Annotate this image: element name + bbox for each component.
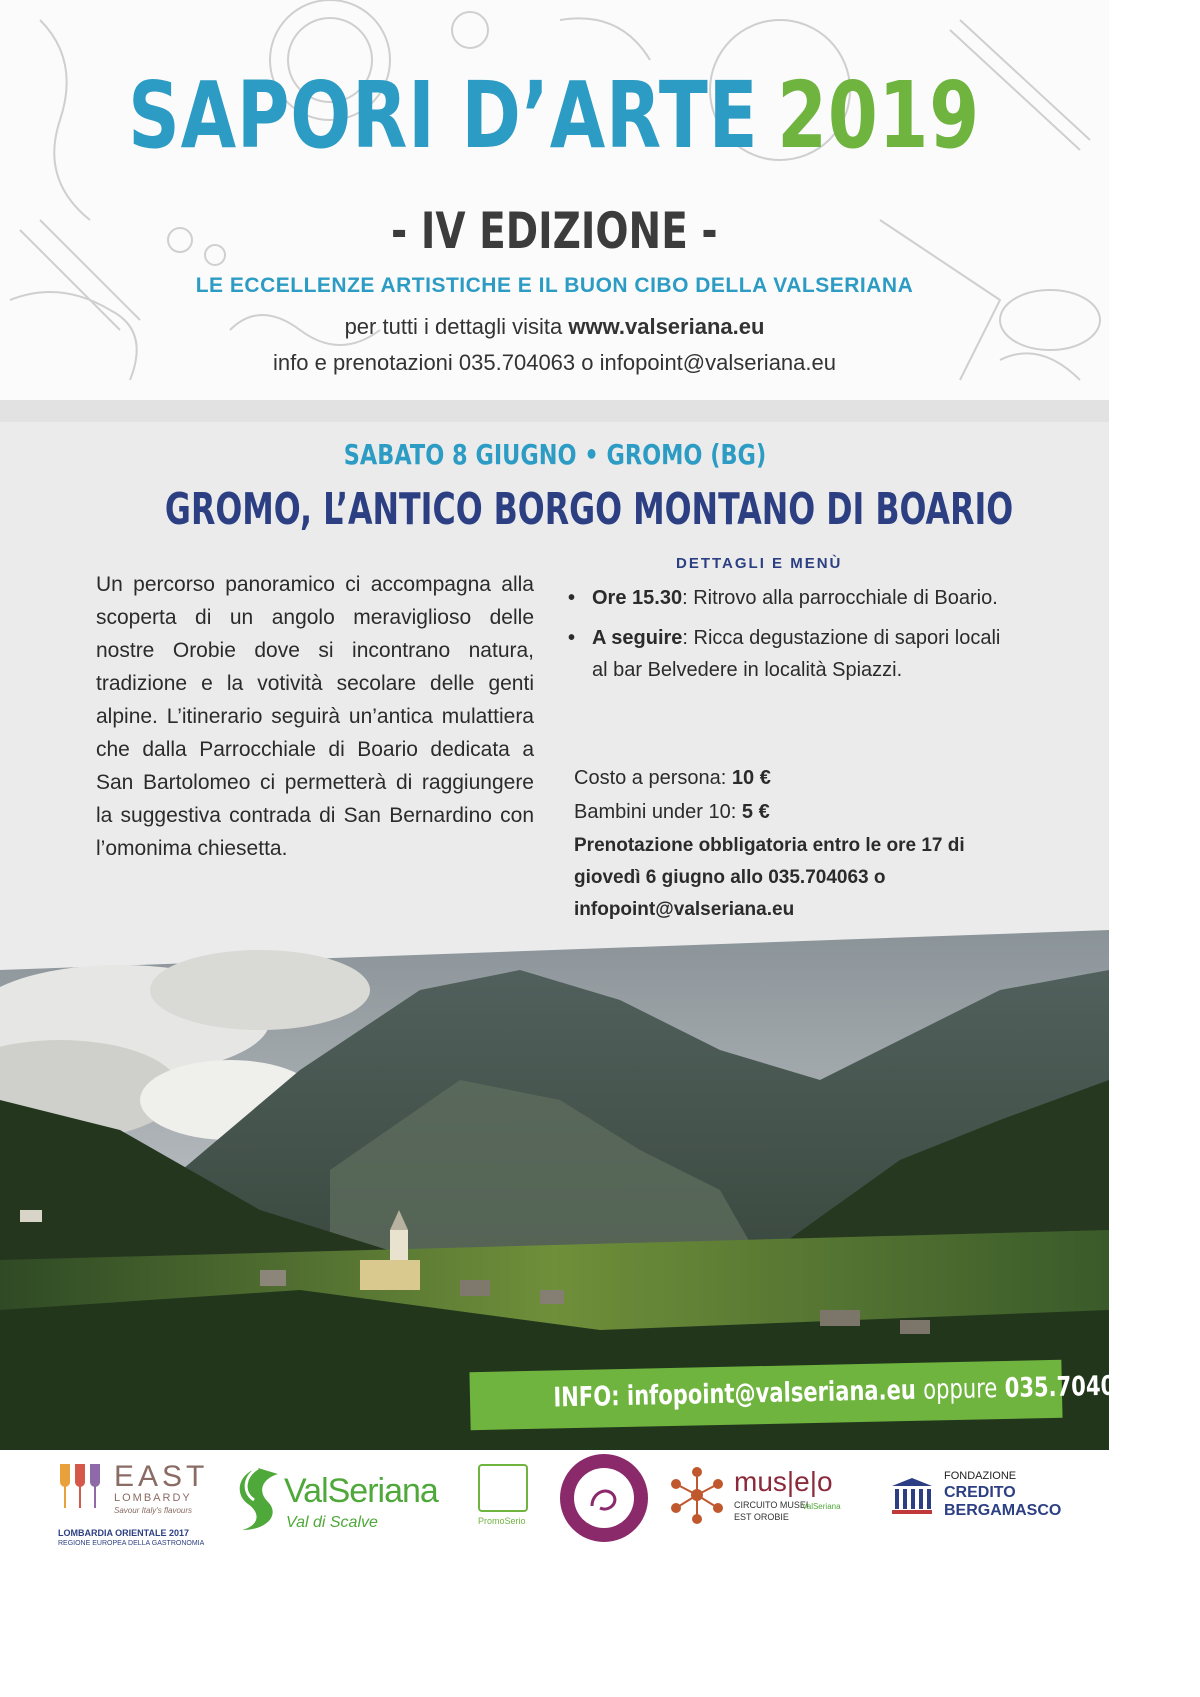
fondazione-credito-bergamasco-logo: FONDAZIONE CREDITO BERGAMASCO: [890, 1470, 1060, 1550]
sponsor-logos: [0, 1450, 1109, 1568]
title-text: SAPORI D’ARTE: [128, 62, 759, 169]
columns-icon: [890, 1476, 934, 1516]
sapori-seal-icon: [558, 1452, 650, 1544]
banner-phone: 035.704063: [1004, 1370, 1145, 1404]
glasses-icon: [56, 1462, 112, 1512]
east-lombardy-logo: EAST LOMBARDY Savour Italy's flavours LOMBARDIA ORIENTALE 2017 REGIONE EUROPEA DELLA GASTRONOMIA: [58, 1460, 209, 1547]
contact-line: info e prenotazioni 035.704063 o infopoint@valseriana.eu: [273, 350, 836, 375]
valseriana-logo: ValSeriana Val di Scalve: [228, 1464, 458, 1554]
food-doodles-illustration: [0, 0, 1109, 400]
info-banner-text: INFO: infopoint@valseriana.eu oppure 035.704063: [553, 1370, 1145, 1414]
promoserio-logo: PromoSerio: [478, 1464, 534, 1554]
list-item: [566, 582, 1006, 614]
sapori-seriani-logo: [558, 1452, 650, 1544]
event-title: GROMO, L’ANTICO BORGO MONTANO DI BOARIO: [164, 484, 1014, 535]
list-item: [566, 622, 1006, 686]
edition-label: - IV EDIZIONE -: [391, 202, 718, 260]
cost-adult: Costo a persona: 10 €: [574, 767, 771, 789]
title-year: 2019: [777, 62, 981, 169]
banner-email-link[interactable]: infopoint@valseriana.eu: [626, 1374, 917, 1412]
poster-title: [0, 62, 1109, 169]
museo-logo: mus|e|o CIRCUITO MUSEI EST OROBIE ValSeriana: [666, 1464, 856, 1554]
cost-kids: Bambini under 10: 5 €: [574, 801, 770, 823]
booking-note: Prenotazione obbligatoria entro le ore 17 di giovedì 6 giugno allo 035.704063 o infopoint@valseriana.eu: [574, 835, 965, 920]
panel-top-edge: [0, 400, 1109, 422]
bullet-icon: •: [568, 627, 576, 649]
item-text: : Ritrovo alla parrocchiale di Boario.: [682, 587, 998, 609]
event-description: Un percorso panoramico ci accompagna alla scoperta di un angolo meraviglioso delle nostre Orobie dove si incontrano natura, tradizione e la votività secolare delle genti alpine. L’itinerario seguirà un’antica mulattiera che dalla Parrocchiale di Boario dedicata a San Bartolomeo ci permetterà di raggiungere la suggestiva contrada di San Bernardino con l’omonima chiesetta.: [96, 573, 534, 860]
valseriana-swirl-icon: [228, 1464, 288, 1534]
bullet-icon: •: [568, 587, 576, 609]
item-label: A seguire: [592, 627, 683, 649]
details-list: [566, 582, 1006, 694]
promoserio-mark-icon: [478, 1464, 528, 1512]
header: [0, 0, 1109, 400]
details-line: per tutti i dettagli visita www.valseriana.eu: [344, 314, 765, 339]
details-heading: DETTAGLI E MENÙ: [676, 555, 843, 572]
museo-network-icon: [666, 1464, 728, 1526]
tagline: LE ECCELLENZE ARTISTICHE E IL BUON CIBO DELLA VALSERIANA: [195, 274, 914, 297]
item-text: : Ricca degustazione di sapori locali al bar Belvedere in località Spiazzi.: [592, 627, 1001, 681]
event-date-place: SABATO 8 GIUGNO • GROMO (BG): [343, 438, 766, 471]
website-link[interactable]: www.valseriana.eu: [568, 314, 765, 339]
item-label: Ore 15.30: [592, 587, 683, 609]
